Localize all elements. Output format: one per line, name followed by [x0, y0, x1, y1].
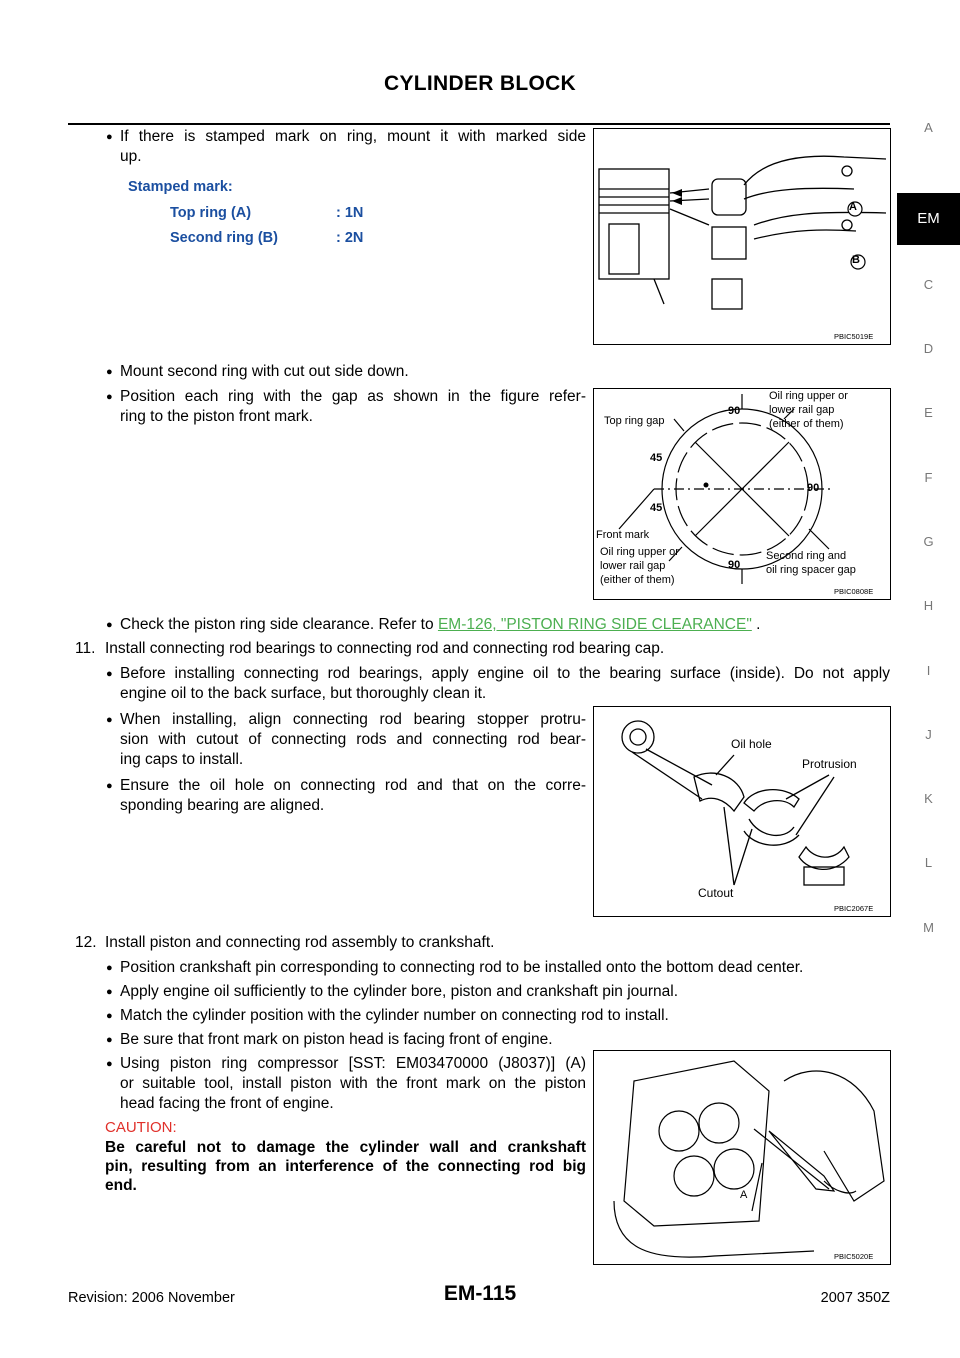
- second-ring-gap-label: [766, 549, 856, 577]
- step-11-number: 11.: [75, 640, 96, 657]
- fig1-label-a: A: [849, 201, 857, 213]
- ring-compressor-text-line2: or suitable tool, install piston with the front mark on the piston: [120, 1075, 586, 1092]
- oil-ring-line2: lower rail gap: [600, 560, 666, 572]
- step-12-number: 12.: [75, 934, 97, 951]
- oil-ring-line3: (either of them): [769, 418, 844, 430]
- oil-ring-upper-label-top: [769, 389, 848, 431]
- caution-heading: CAUTION:: [105, 1119, 177, 1136]
- figure-piston-installation: [593, 1050, 891, 1265]
- second-ring-value: : 2N: [336, 230, 364, 246]
- side-index-i[interactable]: I: [926, 663, 931, 678]
- crank-pin-position-text: Position crankshaft pin corresponding to connecting rod to be installed onto the bottom dead center.: [120, 959, 804, 976]
- side-index-g[interactable]: G: [923, 534, 934, 549]
- oil-ring-line3: (either of them): [600, 574, 675, 586]
- bullet-icon: ●: [106, 131, 113, 143]
- front-mark-facing-text: Be sure that front mark on piston head is facing front of engine.: [120, 1031, 553, 1048]
- side-index-d[interactable]: D: [923, 341, 934, 356]
- fig1-code: PBIC5019E: [834, 332, 874, 341]
- top-ring-gap-label: Top ring gap: [604, 415, 665, 427]
- bullet-icon: ●: [106, 714, 113, 726]
- piston-ring-illustration: [594, 129, 890, 344]
- oil-ring-line2: lower rail gap: [769, 404, 835, 416]
- caution-text-line2: pin, resulting from an interference of the connecting rod big: [105, 1158, 586, 1175]
- angle-45-lower: 45: [650, 502, 663, 514]
- angle-90-top: 90: [728, 405, 741, 417]
- cutout-label: Cutout: [698, 886, 734, 900]
- oil-hole-text-line1: Ensure the oil hole on connecting rod and that on the corre-: [120, 777, 586, 794]
- side-index-a[interactable]: A: [924, 120, 933, 135]
- match-cylinder-text: Match the cylinder position with the cylinder number on connecting rod to install.: [120, 1007, 669, 1024]
- angle-90-right: 90: [807, 482, 820, 494]
- fig3-code: PBIC2067E: [834, 904, 874, 913]
- bullet-icon: ●: [106, 366, 113, 378]
- piston-ring-side-clearance-link[interactable]: EM-126, "PISTON RING SIDE CLEARANCE": [437, 616, 752, 633]
- ring-compressor-text-line3: head facing the front of engine.: [120, 1095, 334, 1112]
- oil-ring-line1: Oil ring upper or: [600, 546, 679, 558]
- stopper-align-text-line3: ing caps to install.: [120, 751, 244, 768]
- bullet-icon: ●: [106, 1034, 113, 1046]
- bearing-oil-text-line1: Before installing connecting rod bearings, apply engine oil to the bearing surface (inside). Do not apply: [120, 665, 890, 682]
- fig1-label-b: B: [852, 254, 860, 266]
- stamped-mark-text-line1: If there is stamped mark on ring, mount it with marked side: [120, 128, 586, 145]
- step-11-text: Install connecting rod bearings to connecting rod and connecting rod bearing cap.: [105, 640, 665, 657]
- side-index-l[interactable]: L: [924, 855, 933, 870]
- second-ring-line2: oil ring spacer gap: [766, 564, 856, 576]
- header-rule: [68, 123, 890, 125]
- angle-45-upper: 45: [650, 452, 663, 464]
- bearing-oil-text-line2: engine oil to the back surface, but thoroughly clean it.: [120, 685, 487, 702]
- figure-piston-ring-marks: [593, 128, 891, 345]
- bullet-icon: ●: [106, 780, 113, 792]
- page-title: CYLINDER BLOCK: [383, 72, 577, 95]
- bullet-icon: ●: [106, 962, 113, 974]
- oil-hole-text-line2: sponding bearing are aligned.: [120, 797, 325, 814]
- oil-hole-label: Oil hole: [731, 737, 772, 751]
- top-ring-label: Top ring (A): [170, 205, 252, 221]
- footer-revision: Revision: 2006 November: [68, 1290, 235, 1306]
- bullet-icon: ●: [106, 1010, 113, 1022]
- bullet-icon: ●: [106, 668, 113, 680]
- side-index-j[interactable]: J: [925, 727, 932, 742]
- bullet-icon: ●: [106, 391, 113, 403]
- stamped-mark-text-line2: up.: [120, 148, 142, 165]
- side-clearance-text: [120, 615, 760, 635]
- side-index-c[interactable]: C: [923, 277, 934, 292]
- side-index-h[interactable]: H: [923, 598, 934, 613]
- side-index-k[interactable]: K: [924, 791, 933, 806]
- protrusion-label: Protrusion: [802, 757, 857, 771]
- oil-ring-upper-label-bottom: [600, 545, 679, 587]
- footer-model: 2007 350Z: [820, 1290, 890, 1306]
- side-clearance-suffix: .: [756, 616, 761, 633]
- figure-ring-gap-positions: [593, 388, 891, 600]
- piston-install-illustration: [594, 1051, 890, 1264]
- ring-compressor-text-line1: Using piston ring compressor [SST: EM03470000 (J8037)] (A): [120, 1055, 586, 1072]
- side-index-f[interactable]: F: [924, 470, 933, 485]
- fig4-code: PBIC5020E: [834, 1252, 874, 1261]
- fig2-code: PBIC0808E: [834, 587, 874, 596]
- stamped-mark-label: Stamped mark:: [128, 179, 233, 195]
- side-index-em-active[interactable]: EM: [897, 193, 960, 245]
- footer-page-number: EM-115: [443, 1282, 517, 1305]
- fig4-label-a: A: [740, 1189, 748, 1201]
- apply-oil-text: Apply engine oil sufficiently to the cylinder bore, piston and crankshaft pin journal.: [120, 983, 679, 1000]
- second-ring-cutout-text: Mount second ring with cut out side down.: [120, 363, 409, 380]
- ring-gap-text-line1: Position each ring with the gap as shown in the figure refer-: [120, 388, 586, 405]
- front-mark-label: Front mark: [596, 529, 650, 541]
- step-12-text: Install piston and connecting rod assembly to crankshaft.: [105, 934, 495, 951]
- side-index-m[interactable]: M: [923, 920, 934, 935]
- oil-ring-line1: Oil ring upper or: [769, 390, 848, 402]
- angle-90-bottom: 90: [728, 559, 741, 571]
- stopper-align-text-line2: sion with cutout of connecting rods and connecting rod bear-: [120, 731, 586, 748]
- stopper-align-text-line1: When installing, align connecting rod bearing stopper protru-: [120, 711, 586, 728]
- side-index-e[interactable]: E: [924, 405, 933, 420]
- ring-gap-text-line2: ring to the piston front mark.: [120, 408, 313, 425]
- second-ring-line1: Second ring and: [766, 550, 847, 562]
- second-ring-label: Second ring (B): [170, 230, 278, 246]
- bullet-icon: ●: [106, 986, 113, 998]
- side-clearance-prefix: Check the piston ring side clearance. Refer to: [120, 616, 434, 633]
- top-ring-value: : 1N: [336, 205, 364, 221]
- bullet-icon: ●: [106, 619, 113, 631]
- caution-text-line3: end.: [105, 1177, 137, 1194]
- figure-connecting-rod-bearing: [593, 706, 891, 917]
- caution-text-line1: Be careful not to damage the cylinder wall and crankshaft: [105, 1139, 586, 1156]
- bullet-icon: ●: [106, 1058, 113, 1070]
